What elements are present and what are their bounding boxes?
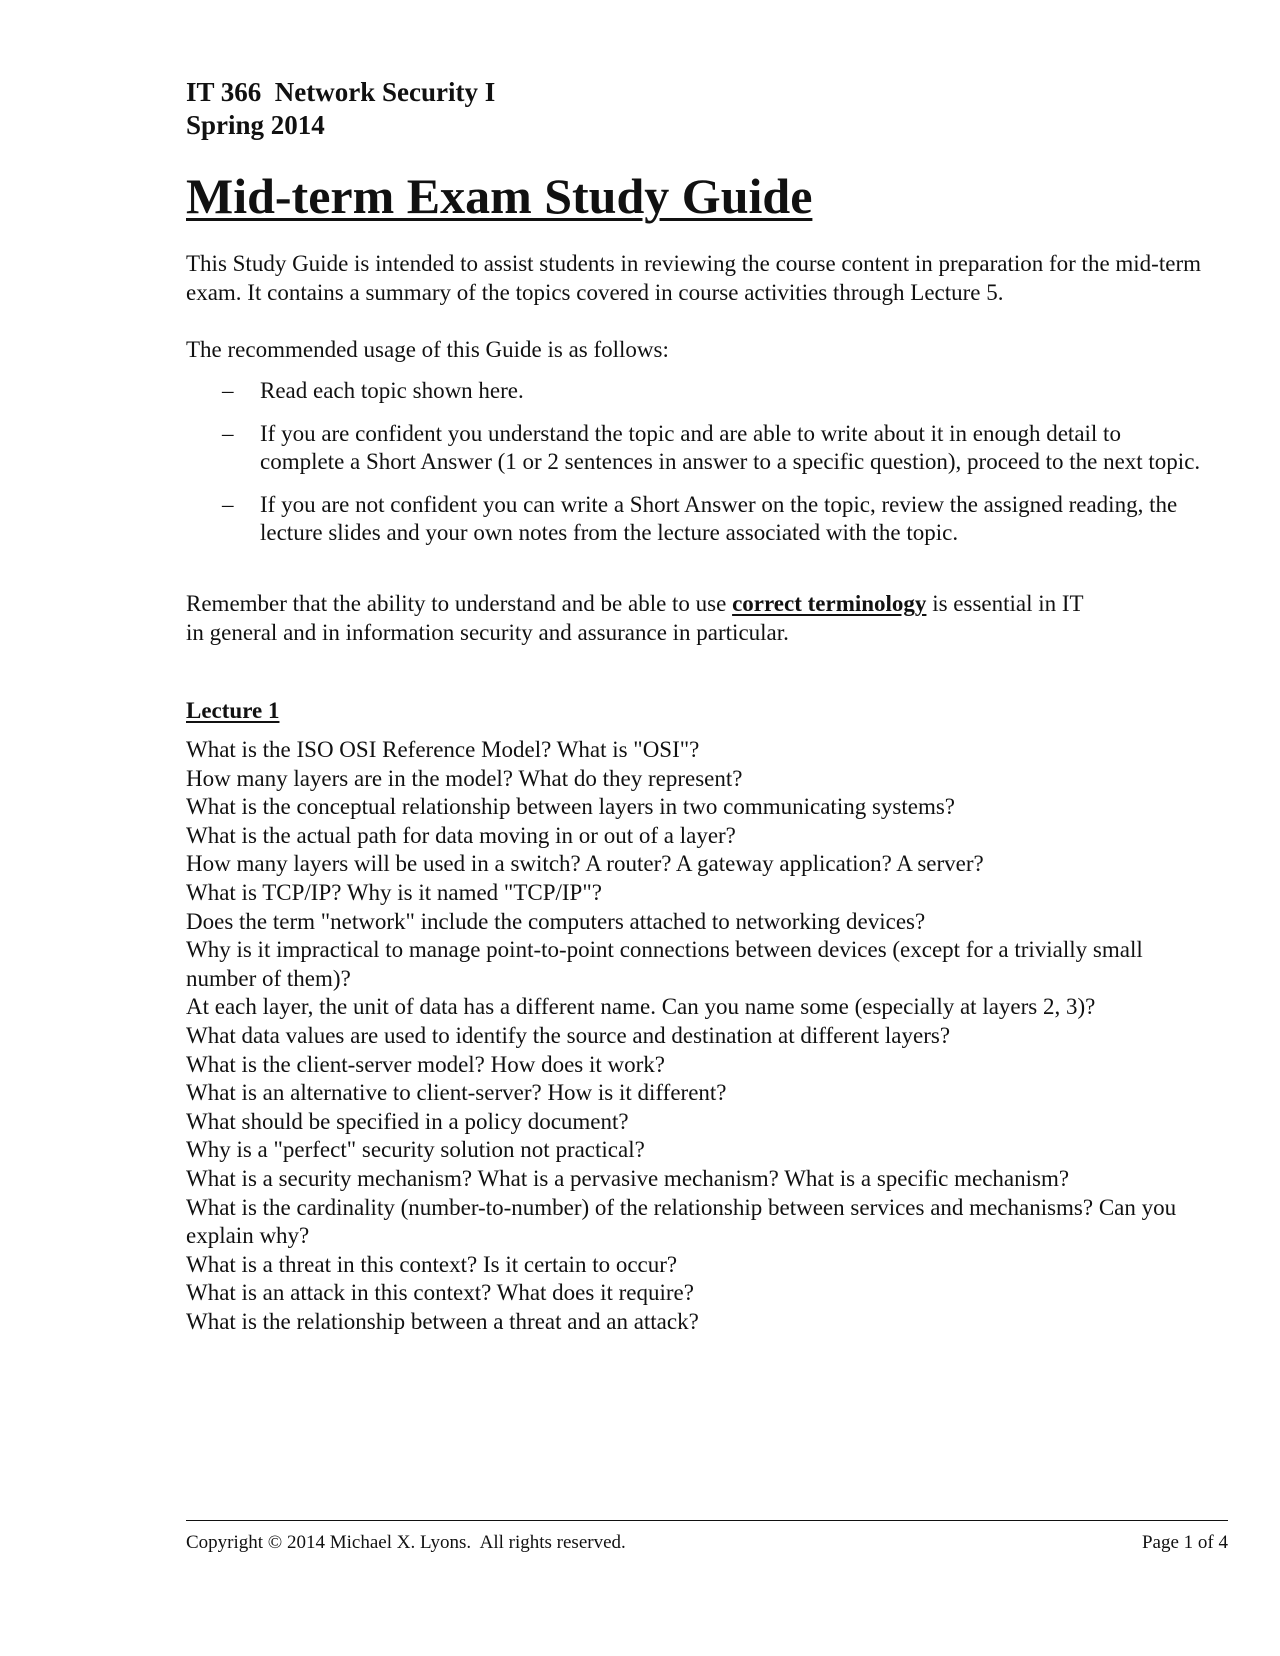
question-item: What is an attack in this context? What does it require? [186, 1280, 694, 1306]
terminology-before: Remember that the ability to understand and be able to use [186, 591, 733, 616]
lecture-1-heading: Lecture 1 [186, 698, 280, 723]
course-header [186, 76, 495, 142]
dash-bullet: – [222, 420, 234, 446]
question-item: How many layers are in the model? What do they represent? [186, 765, 743, 791]
course-term: Spring 2014 [186, 110, 325, 140]
dash-bullet: – [222, 378, 234, 403]
page-title: Mid-term Exam Study Guide [186, 168, 813, 224]
footer-divider [186, 1520, 1228, 1521]
dash-bullet: – [222, 491, 234, 517]
question-item: How many layers will be used in a switch? A router? A gateway application? A server? [186, 851, 984, 877]
usage-item [186, 377, 1206, 406]
page-number: Page 1 of 4 [1141, 1532, 1228, 1553]
usage-item-text: If you are not confident you can write a Short Answer on the topic, review the assigned reading, the lecture slides and your own notes from the lecture associated with the topic. [260, 491, 1178, 545]
question-item: What should be specified in a policy document? [186, 1108, 629, 1134]
usage-item [186, 491, 1206, 548]
question-item: What is the ISO OSI Reference Model? What is "OSI"? [186, 737, 700, 762]
course-name: IT 366 Network Security I [186, 77, 496, 107]
terminology-after: is essential in IT in general and in information security and assurance in particular. [186, 591, 1084, 645]
usage-item [186, 420, 1206, 477]
question-item: At each layer, the unit of data has a different name. Can you name some (especially at layers 2, 3)? [186, 994, 1096, 1020]
usage-item-text: If you are confident you understand the topic and are able to write about it in enough detail to complete a Short Answer (1 or 2 sentences in answer to a specific question), proceed to the next topic. [260, 420, 1201, 474]
question-item: What is the client-server model? How does it work? [186, 1051, 666, 1077]
question-item: What is a threat in this context? Is it certain to occur? [186, 1251, 678, 1277]
question-item: Why is it impractical to manage point-to-point connections between devices (except for a trivially small number of them)? [186, 937, 1143, 991]
question-item: What is the actual path for data moving in or out of a layer? [186, 822, 736, 848]
footer-copyright: Copyright © 2014 Michael X. Lyons. All rights reserved. [186, 1532, 626, 1553]
question-item: What is the cardinality (number-to-number) of the relationship between services and mechanisms? Can you explain why? [186, 1194, 1177, 1249]
usage-lead: The recommended usage of this Guide is as follows: [186, 337, 669, 362]
lecture-1-questions [186, 736, 1196, 1336]
intro-paragraph: This Study Guide is intended to assist students in reviewing the course content in preparation for the mid-term exam. It contains a summary of the topics covered in course activities through Lecture 5. [186, 251, 1201, 305]
usage-list [186, 377, 1206, 562]
terminology-emphasis: correct terminology [732, 591, 927, 616]
terminology-paragraph [186, 590, 1086, 647]
question-item: What is the conceptual relationship between layers in two communicating systems? [186, 794, 956, 820]
question-item: Why is a "perfect" security solution not practical? [186, 1137, 645, 1163]
question-item: Does the term "network" include the computers attached to networking devices? [186, 908, 926, 934]
question-item: What is the relationship between a threat and an attack? [186, 1308, 699, 1334]
question-item: What is TCP/IP? Why is it named "TCP/IP"? [186, 879, 602, 905]
usage-item-text: Read each topic shown here. [260, 378, 524, 403]
question-item: What is an alternative to client-server? How is it different? [186, 1080, 727, 1106]
question-item: What is a security mechanism? What is a pervasive mechanism? What is a specific mechanism? [186, 1165, 1070, 1191]
question-item: What data values are used to identify the source and destination at different layers? [186, 1022, 951, 1048]
